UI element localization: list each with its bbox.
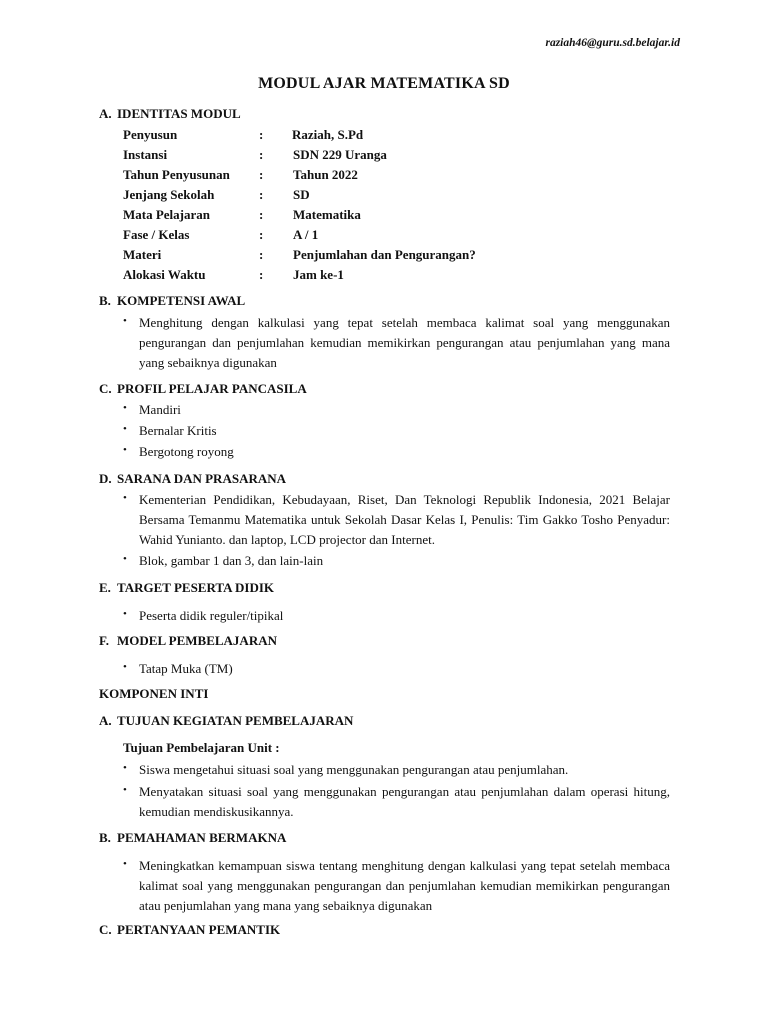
list-item-text: Kementerian Pendidikan, Kebudayaan, Riset, Dan Teknologi Republik Indonesia, 2021 Belajar Bersama Temanmu Matematika untuk Sekolah Dasar Kelas I, Penulis: Tim Gakko Tosho Penyadur: Wahid Yunianto. dan laptop, LCD projector dan Internet. bbox=[139, 492, 670, 547]
bullet-icon: • bbox=[123, 492, 127, 504]
identity-colon: : bbox=[259, 147, 264, 162]
section-heading-tujuan: A. TUJUAN KEGIATAN PEMBELAJARAN bbox=[99, 713, 354, 728]
list-item-text: Meningkatkan kemampuan siswa tentang menghitung dengan kalkulasi yang tepat setelah membaca kalimat soal yang menggunakan pengurangan dan penjumlahan kemudian memikirkan pengurangan atau penjumlahan yang mana yang sebaiknya digunakan bbox=[139, 858, 670, 913]
identity-key: Alokasi Waktu bbox=[123, 267, 206, 282]
identity-value: Penjumlahan dan Pengurangan? bbox=[293, 247, 476, 262]
identity-value: Raziah, S.Pd bbox=[292, 127, 364, 142]
identity-key: Tahun Penyusunan bbox=[123, 167, 230, 182]
document-title: MODUL AJAR MATEMATIKA SD bbox=[258, 75, 510, 92]
bullet-icon: • bbox=[123, 553, 127, 565]
identity-colon: : bbox=[259, 207, 264, 222]
identity-colon: : bbox=[259, 187, 264, 202]
identity-colon: : bbox=[259, 167, 264, 182]
bullet-icon: • bbox=[123, 444, 127, 456]
identity-colon: : bbox=[259, 267, 264, 282]
section-heading-identitas: A. IDENTITAS MODUL bbox=[99, 106, 241, 121]
identity-value: Tahun 2022 bbox=[293, 167, 358, 182]
list-item-text: Menyatakan situasi soal yang menggunakan pengurangan atau penjumlahan dalam operasi hitung, kemudian mendiskusikannya. bbox=[139, 784, 670, 819]
bullet-icon: • bbox=[123, 402, 127, 414]
bullet-icon: • bbox=[123, 784, 127, 796]
identity-value: SD bbox=[293, 187, 310, 202]
identity-key: Materi bbox=[123, 247, 162, 262]
identity-key: Jenjang Sekolah bbox=[123, 187, 215, 202]
bullet-icon: • bbox=[123, 423, 127, 435]
identity-key: Fase / Kelas bbox=[123, 227, 190, 242]
bullet-icon: • bbox=[123, 315, 127, 327]
list-item-text: Peserta didik reguler/tipikal bbox=[139, 608, 284, 623]
bullet-icon: • bbox=[123, 608, 127, 620]
list-item-text: Bernalar Kritis bbox=[139, 423, 217, 438]
section-heading-model: F. MODEL PEMBELAJARAN bbox=[99, 633, 277, 648]
author-email: raziah46@guru.sd.belajar.id bbox=[545, 37, 680, 49]
section-heading-sarana: D. SARANA DAN PRASARANA bbox=[99, 471, 287, 486]
komponen-inti-heading: KOMPONEN INTI bbox=[99, 686, 209, 701]
section-heading-target: E. TARGET PESERTA DIDIK bbox=[99, 580, 275, 595]
tujuan-subheading: Tujuan Pembelajaran Unit : bbox=[123, 740, 280, 755]
section-heading-kompetensi: B. KOMPETENSI AWAL bbox=[99, 293, 246, 308]
identity-value: SDN 229 Uranga bbox=[293, 147, 387, 162]
list-item-text: Blok, gambar 1 dan 3, dan lain-lain bbox=[139, 553, 324, 568]
identity-colon: : bbox=[259, 127, 264, 142]
identity-value: Jam ke-1 bbox=[293, 267, 344, 282]
identity-key: Instansi bbox=[123, 147, 168, 162]
list-item-text: Menghitung dengan kalkulasi yang tepat setelah membaca kalimat soal yang menggunakan pengurangan dan penjumlahan kemudian memikirkan pengurangan atau penjumlahan yang mana yang sebaiknya digunakan bbox=[139, 315, 670, 370]
section-heading-pertanyaan: C. PERTANYAAN PEMANTIK bbox=[99, 922, 281, 937]
list-item-text: Bergotong royong bbox=[139, 444, 234, 459]
identity-key: Penyusun bbox=[123, 127, 178, 142]
section-heading-profil: C. PROFIL PELAJAR PANCASILA bbox=[99, 381, 307, 396]
list-item-text: Mandiri bbox=[139, 402, 181, 417]
identity-value: Matematika bbox=[293, 207, 361, 222]
bullet-icon: • bbox=[123, 661, 127, 673]
identity-key: Mata Pelajaran bbox=[123, 207, 211, 222]
bullet-icon: • bbox=[123, 858, 127, 870]
identity-colon: : bbox=[259, 247, 264, 262]
identity-value: A / 1 bbox=[293, 227, 319, 242]
list-item-text: Siswa mengetahui situasi soal yang menggunakan pengurangan atau penjumlahan. bbox=[139, 762, 569, 777]
identity-colon: : bbox=[259, 227, 264, 242]
list-item-text: Tatap Muka (TM) bbox=[139, 661, 233, 676]
section-heading-pemahaman: B. PEMAHAMAN BERMAKNA bbox=[99, 830, 287, 845]
bullet-icon: • bbox=[123, 762, 127, 774]
